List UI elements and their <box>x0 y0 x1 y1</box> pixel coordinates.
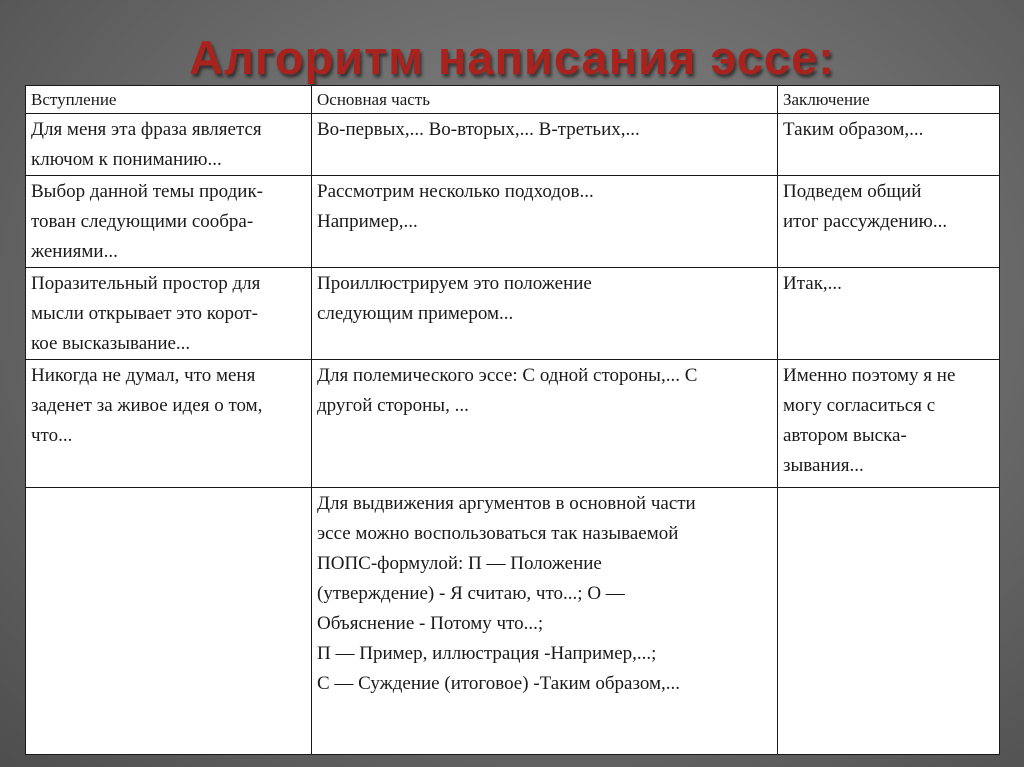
cell-text: кое высказывание... <box>31 333 191 354</box>
cell-conclusion-empty <box>778 488 1000 755</box>
cell-intro <box>26 360 312 488</box>
cell-text: автором выска- <box>783 425 907 446</box>
header-conclusion: Заключение <box>778 86 1000 114</box>
table-row <box>26 176 1000 268</box>
table-header-row <box>26 86 1000 114</box>
cell-intro <box>26 268 312 360</box>
cell-text: (утверждение) - Я считаю, что...; О — <box>317 583 625 604</box>
cell-text: Рассмотрим несколько подходов... <box>317 181 594 202</box>
cell-intro <box>26 114 312 176</box>
cell-text: Никогда не думал, что меня <box>31 365 256 386</box>
cell-text: Во-первых,... Во-вторых,... В-третьих,... <box>317 119 640 140</box>
cell-text: Для полемического эссе: С одной стороны,... С <box>317 365 698 386</box>
cell-text: другой стороны, ... <box>317 395 469 416</box>
cell-intro <box>26 176 312 268</box>
cell-text: Таким образом,... <box>783 119 924 140</box>
cell-text: Именно поэтому я не <box>783 365 956 386</box>
cell-text: следующим примером... <box>317 303 514 324</box>
header-intro: Вступление <box>26 86 312 114</box>
cell-conclusion <box>778 360 1000 488</box>
cell-text: ПОПС-формулой: П — Положение <box>317 553 602 574</box>
cell-text: эссе можно воспользоваться так называемой <box>317 523 679 544</box>
cell-text: С — Суждение (итоговое) -Таким образом,... <box>317 673 681 694</box>
slide-title: Алгоритм написания эссе: <box>189 31 835 84</box>
cell-intro-empty <box>26 488 312 755</box>
cell-text: что... <box>31 425 73 446</box>
cell-text: заденет за живое идея о том, <box>31 395 263 416</box>
cell-text: итог рассуждению... <box>783 211 948 232</box>
table-row <box>26 488 1000 755</box>
cell-text: Для выдвижения аргументов в основной части <box>317 493 696 514</box>
cell-conclusion <box>778 176 1000 268</box>
cell-text: Выбор данной темы продик- <box>31 181 263 202</box>
table-row <box>26 360 1000 488</box>
cell-text: жениями... <box>31 241 118 262</box>
cell-text: мысли открывает это корот- <box>31 303 258 324</box>
cell-text: ключом к пониманию... <box>31 149 222 170</box>
cell-main <box>312 114 778 176</box>
cell-text: Итак,... <box>783 273 842 294</box>
cell-conclusion <box>778 114 1000 176</box>
cell-text: П — Пример, иллюстрация -Например,...; <box>317 643 657 664</box>
cell-text: могу согласиться с <box>783 395 936 416</box>
cell-text: зывания... <box>783 455 864 476</box>
cell-main <box>312 360 778 488</box>
cell-main <box>312 176 778 268</box>
table-row <box>26 268 1000 360</box>
cell-main-pops-formula <box>312 488 778 755</box>
cell-text: тован следующими сообра- <box>31 211 254 232</box>
cell-text: Подведем общий <box>783 181 922 202</box>
essay-algorithm-table <box>25 85 1000 755</box>
cell-text: Например,... <box>317 211 418 232</box>
cell-text: Проиллюстрируем это положение <box>317 273 592 294</box>
cell-conclusion <box>778 268 1000 360</box>
cell-text: Поразительный простор для <box>31 273 261 294</box>
cell-text: Для меня эта фраза является <box>31 119 262 140</box>
cell-text: Объяснение - Потому что...; <box>317 613 544 634</box>
cell-main <box>312 268 778 360</box>
header-main: Основная часть <box>312 86 778 114</box>
table-row <box>26 114 1000 176</box>
